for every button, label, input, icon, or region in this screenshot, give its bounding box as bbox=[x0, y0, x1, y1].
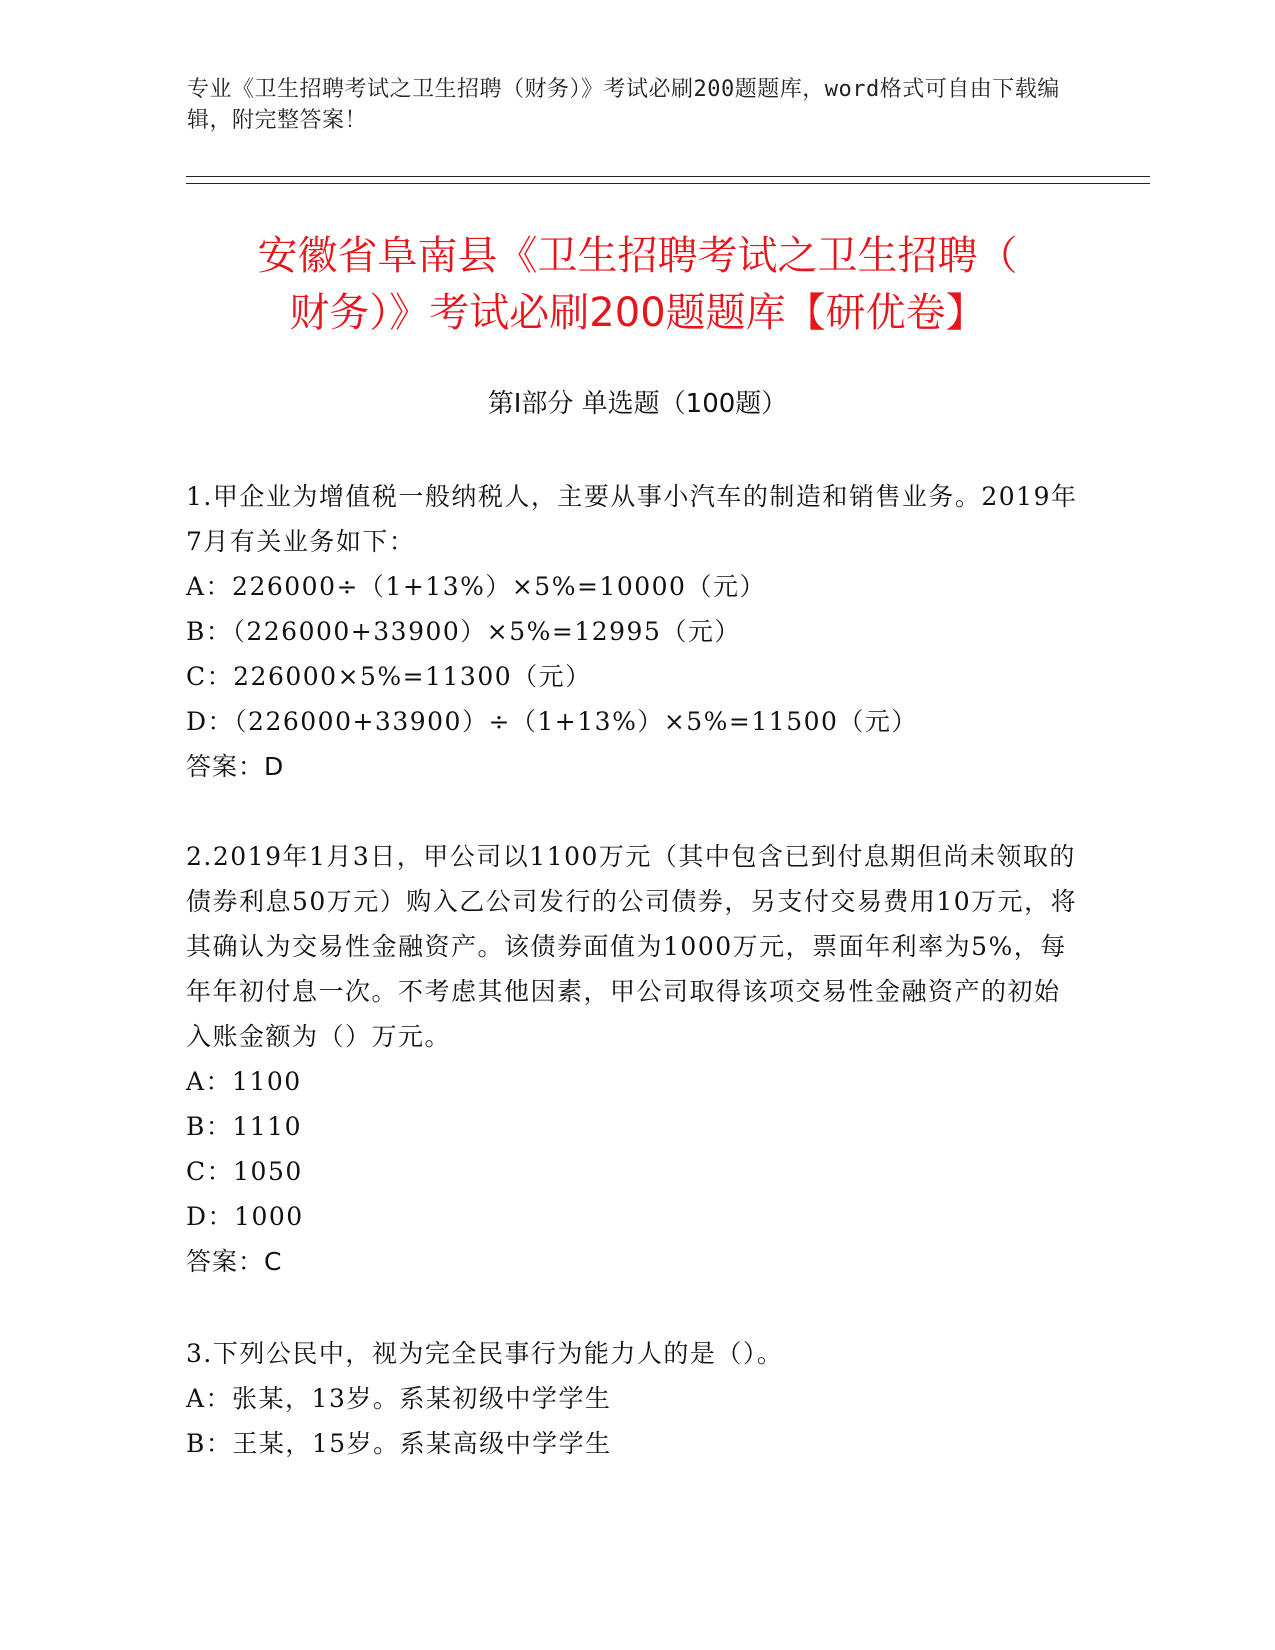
question-2 bbox=[186, 834, 1086, 1284]
section-heading: 第I部分 单选题（100题） bbox=[487, 389, 788, 419]
option-c: C：1050 bbox=[186, 1157, 303, 1186]
question-stem: 1.甲企业为增值税一般纳税人，主要从事小汽车的制造和销售业务。2019年7月有关业务如下： bbox=[186, 482, 1078, 556]
option-b: B：（226000+33900）×5%=12995（元） bbox=[186, 617, 741, 646]
header-note: 专业《卫生招聘考试之卫生招聘（财务）》考试必刷200题题库，word格式可自由下载编辑，附完整答案！ bbox=[187, 77, 1060, 133]
option-a: A：1100 bbox=[186, 1067, 302, 1096]
question-3 bbox=[186, 1331, 1086, 1466]
title-line-1: 安徽省阜南县《卫生招聘考试之卫生招聘（ bbox=[257, 233, 1018, 279]
header-divider-bottom bbox=[186, 183, 1150, 184]
option-b: B：王某，15岁。系某高级中学学生 bbox=[186, 1429, 612, 1458]
title-line-2: 财务）》考试必刷200题题库【研优卷】 bbox=[289, 290, 986, 336]
option-b: B：1110 bbox=[186, 1112, 302, 1141]
option-a: A：226000÷（1+13%）×5%=10000（元） bbox=[186, 572, 766, 601]
header-divider-top bbox=[186, 176, 1150, 177]
document-title bbox=[160, 228, 1115, 342]
answer: 答案：C bbox=[186, 1247, 283, 1276]
option-a: A：张某，13岁。系某初级中学学生 bbox=[186, 1384, 612, 1413]
option-c: C：226000×5%=11300（元） bbox=[186, 662, 592, 691]
question-stem: 2.2019年1月3日，甲公司以1100万元（其中包含已到付息期但尚未领取的债券利息50万元）购入乙公司发行的公司债券，另支付交易费用10万元，将其确认为交易性金融资产。该债券面值为1000万元，票面年利率为5%，每年年初付息一次。不考虑其他因素，甲公司取得该项交易性金融资产的初始入账金额为（）万元。 bbox=[186, 842, 1078, 1051]
option-d: D：（226000+33900）÷（1+13%）×5%=11500（元） bbox=[186, 707, 918, 736]
question-1 bbox=[186, 474, 1086, 789]
answer: 答案：D bbox=[186, 752, 285, 781]
option-d: D：1000 bbox=[186, 1202, 304, 1231]
question-stem: 3.下列公民中，视为完全民事行为能力人的是（）。 bbox=[186, 1339, 784, 1368]
